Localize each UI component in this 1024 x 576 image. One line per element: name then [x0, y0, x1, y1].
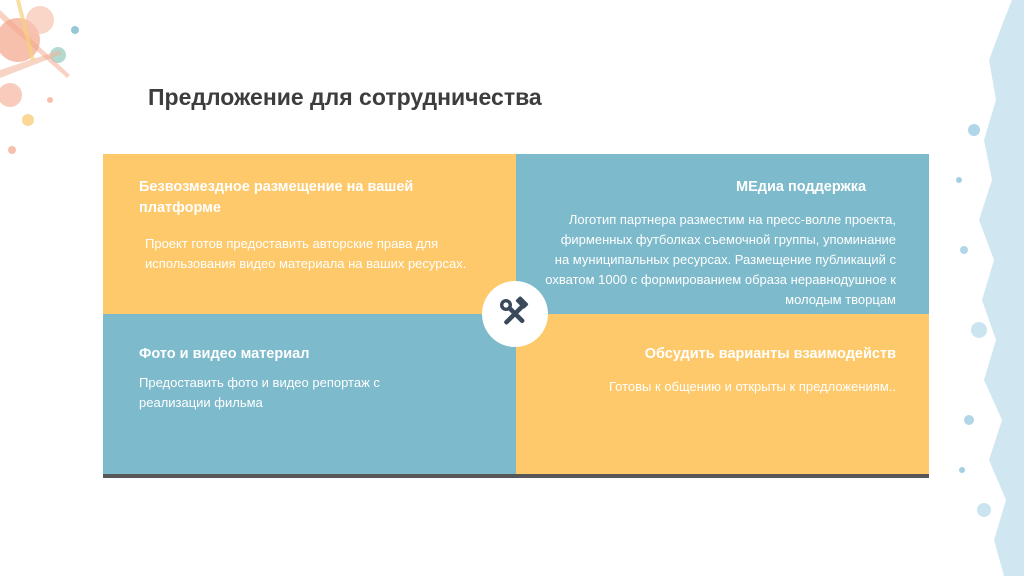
photo-video-heading: Фото и видео материал: [139, 346, 310, 362]
photo-video-text: Предоставить фото и видео репортаж с реализации фильма: [139, 375, 380, 410]
bottom-divider: [103, 474, 929, 478]
center-badge: [482, 281, 548, 347]
paint-splash-right: [934, 0, 1024, 576]
paint-splash-left: [0, 0, 110, 170]
slide-title: Предложение для сотрудничества: [148, 84, 542, 110]
cooperation-grid: [103, 154, 929, 474]
media-support-heading: МЕдиа поддержка: [736, 179, 867, 195]
hammer-wrench-icon: [497, 296, 533, 332]
discuss-options-text: Готовы к общению и открыты к предложениям..: [609, 379, 896, 394]
free-placement-heading: Безвозмездное размещение на вашей платформе: [139, 179, 414, 216]
discuss-options-heading: Обсудить варианты взаимодейств: [644, 346, 896, 362]
media-support-text: Логотип партнера разместим на пресс-волле проекта, фирменных футболках съемочной группы, упоминание на муниципальных ресурсах. Размещение публикаций с охватом 1000 с формированием образа неравнодушное к молодым творцам: [545, 212, 896, 307]
free-placement-text: Проект готов предоставить авторские права для использования видео материала на ваших ресурсах.: [145, 236, 467, 271]
